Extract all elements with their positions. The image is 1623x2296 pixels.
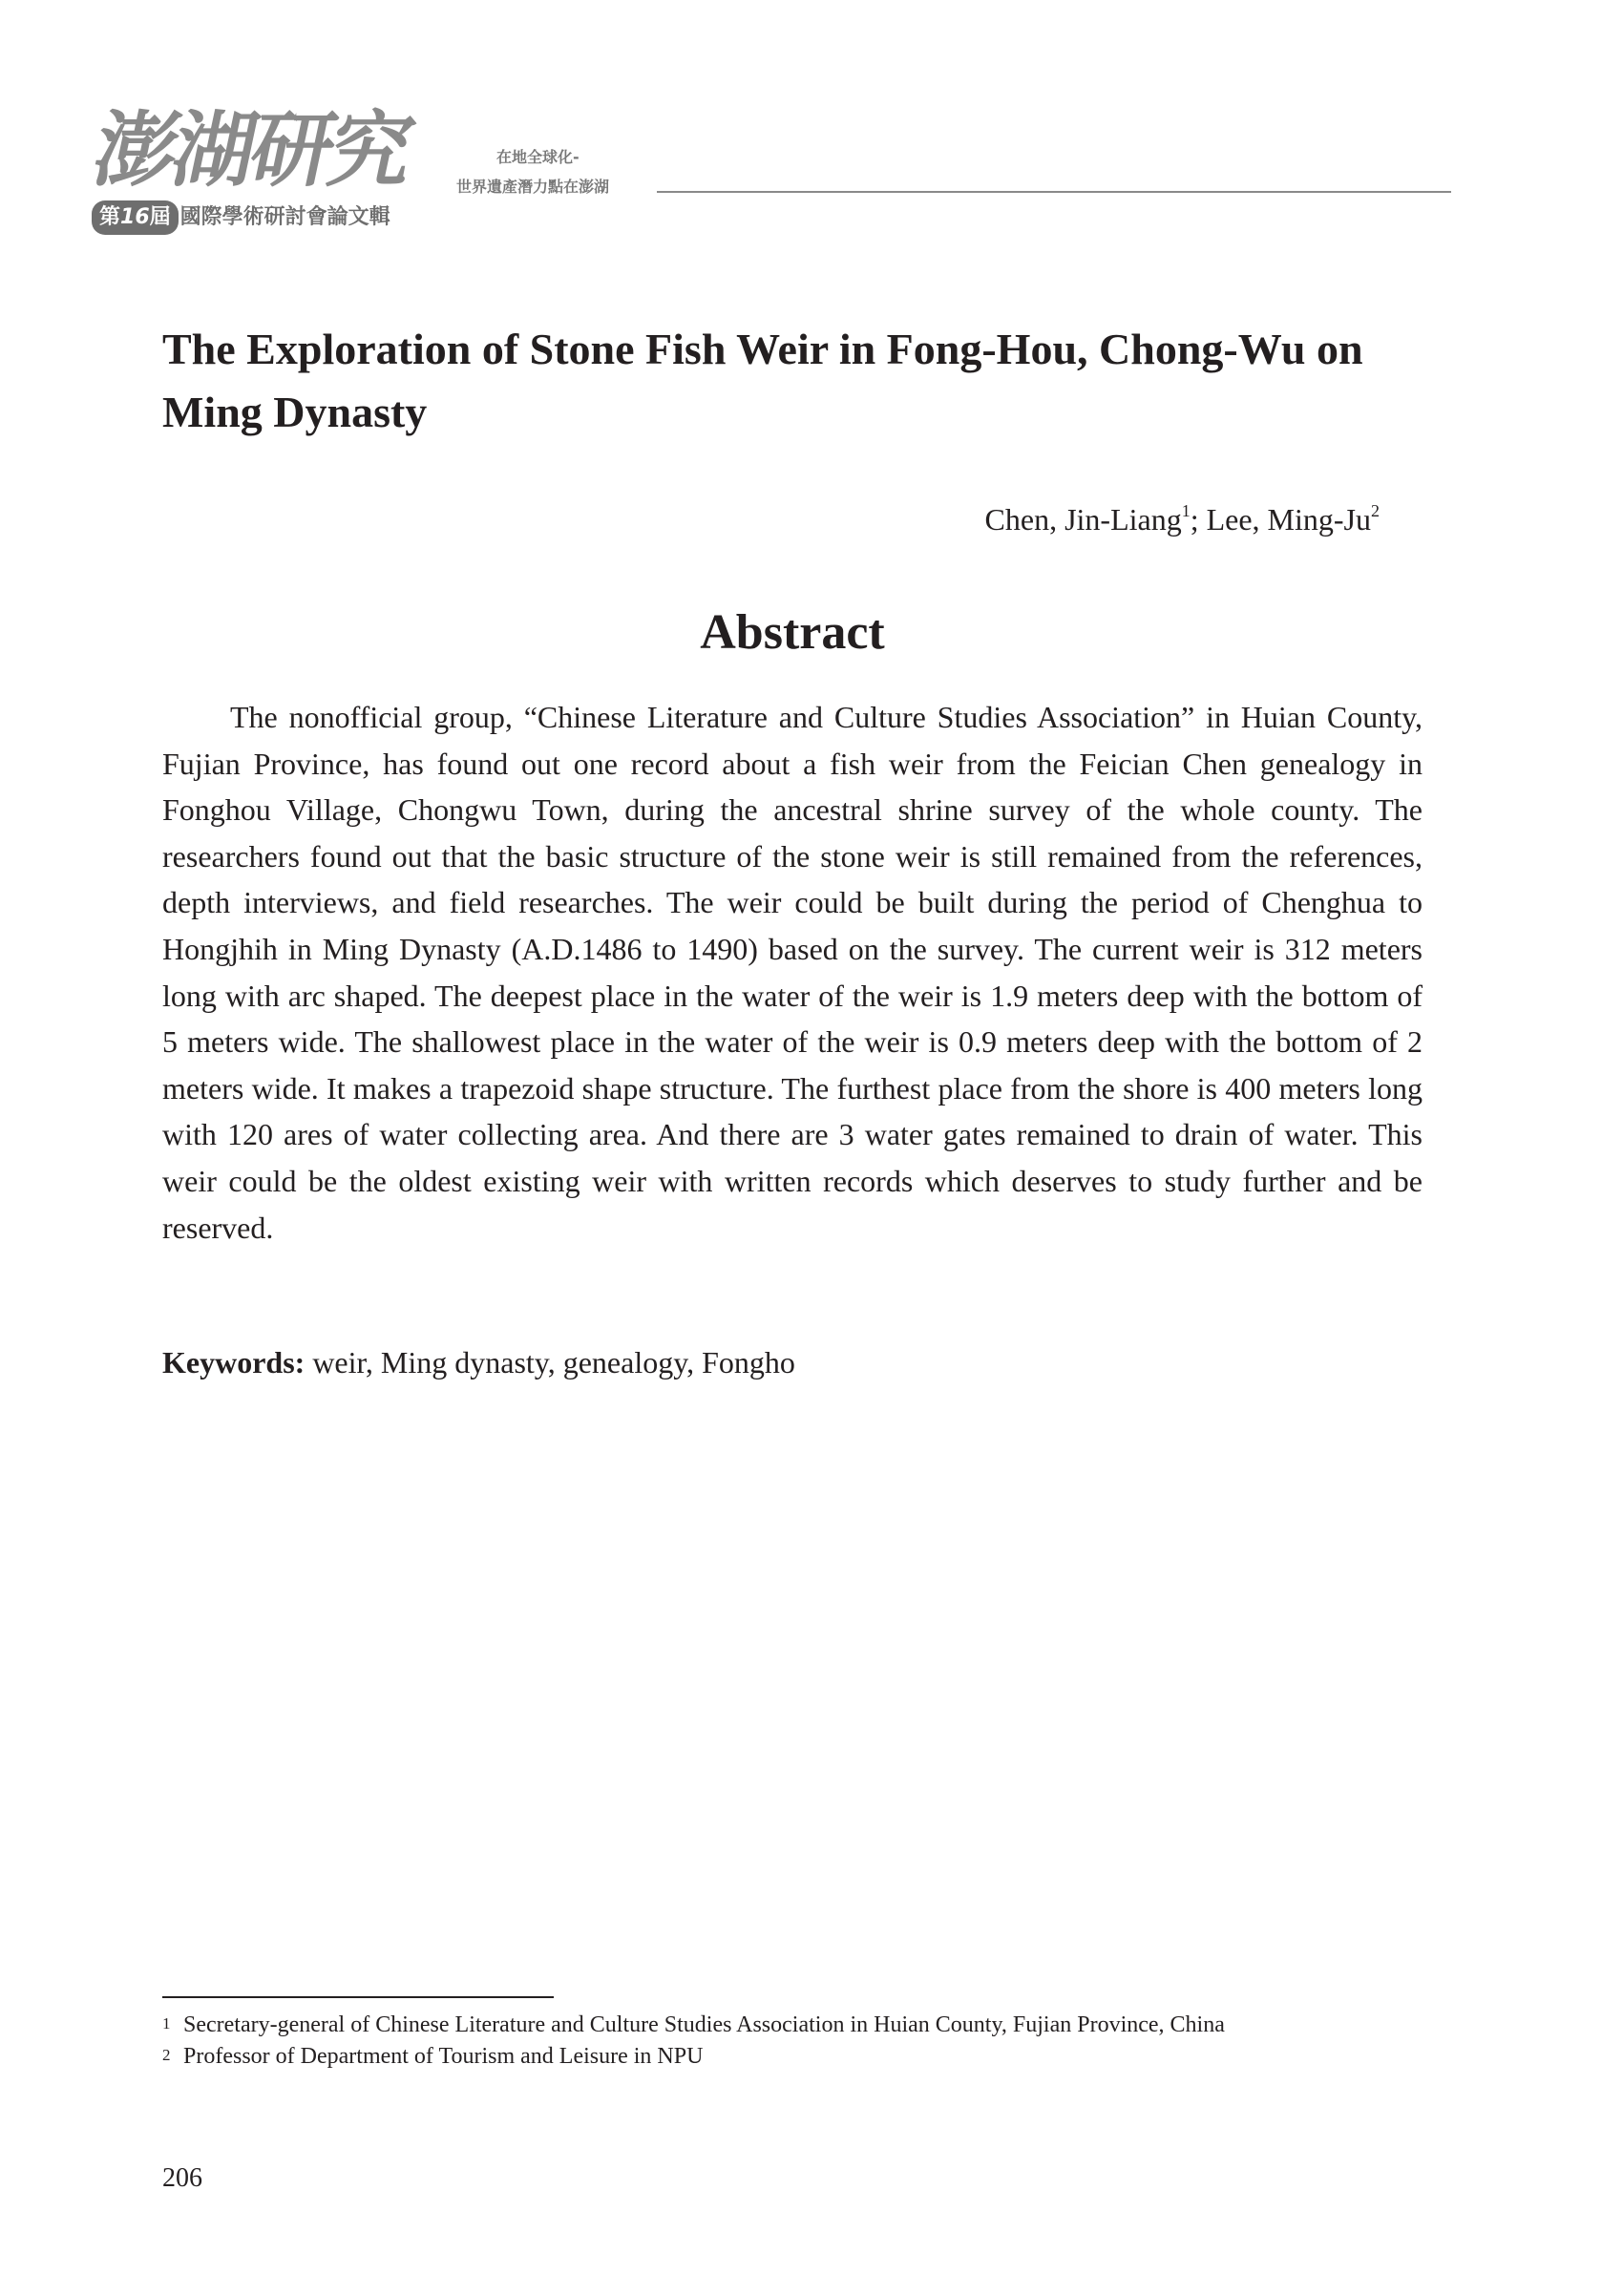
footnote-1 [162,2009,1442,2040]
author-separator: ; [1190,502,1207,537]
edition-prefix: 第 [99,205,121,229]
footnotes [162,2009,1442,2072]
footnote-text: Professor of Department of Tourism and Leisure in NPU [183,2044,704,2069]
footnote-marker-2: 2 [1371,501,1380,520]
page-number: 206 [162,2163,202,2193]
journal-logo-title: 澎湖研究 [85,102,419,199]
footnote-rule [162,1996,554,1998]
footnote-marker-1: 1 [1181,501,1191,520]
keywords-label: Keywords: [162,1345,306,1380]
edition-number: 16 [120,205,150,229]
abstract-body: The nonofficial group, “Chinese Literature and Culture Studies Association” in Huian County, Fujian Province, has found out one record about a fish weir from the Feician Chen genealogy in Fonghou Village, Chongwu Town, during the ancestral shrine survey of the whole county. The researchers found out that the basic structure of the stone weir is still remained from the references, depth interviews, and field researches. The weir could be built during the period of Chenghua to Hongjhih in Ming Dynasty (A.D.1486 to 1490) based on the survey. The current weir is 312 meters long with arc shaped. The deepest place in the water of the weir is 1.9 meters deep with the bottom of 5 meters wide. The shallowest place in the water of the weir is 0.9 meters deep with the bottom of 2 meters wide. It makes a trapezoid shape structure. The furthest place from the shore is 400 meters long with 120 ares of water collecting area. And there are 3 water gates remained to drain of water. This weir could be the oldest existing weir with written records which deserves to study further and be reserved. [162,700,1423,1245]
footnote-text: Secretary-general of Chinese Literature and Culture Studies Association in Huian County, Fujian Province, China [183,2012,1225,2037]
footnote-number: 1 [162,2014,171,2033]
abstract-heading: Abstract [700,605,885,660]
keywords-text: weir, Ming dynasty, genealogy, Fongho [305,1345,795,1380]
conference-name: 國際學術研討會論文輯 [179,205,390,229]
header-rule [657,191,1451,193]
edition-suffix: 屆 [149,205,171,229]
header-slogan-line2: 世界遺產潛力點在澎湖 [456,178,610,196]
author-2: Lee, Ming-Ju [1206,502,1371,537]
author-1: Chen, Jin-Liang [984,502,1182,537]
page-header [0,0,1623,248]
keywords-line [162,1339,795,1385]
paper-title: The Exploration of Stone Fish Weir in Fong-Hou, Chong-Wu on Ming Dynasty [162,325,1363,436]
footnote-2 [162,2040,1442,2072]
journal-logo-subtitle [92,200,390,235]
header-slogan-line1: 在地全球化- [496,148,580,166]
edition-badge [92,200,179,235]
footnote-number: 2 [162,2046,171,2064]
author-line [985,498,1380,540]
